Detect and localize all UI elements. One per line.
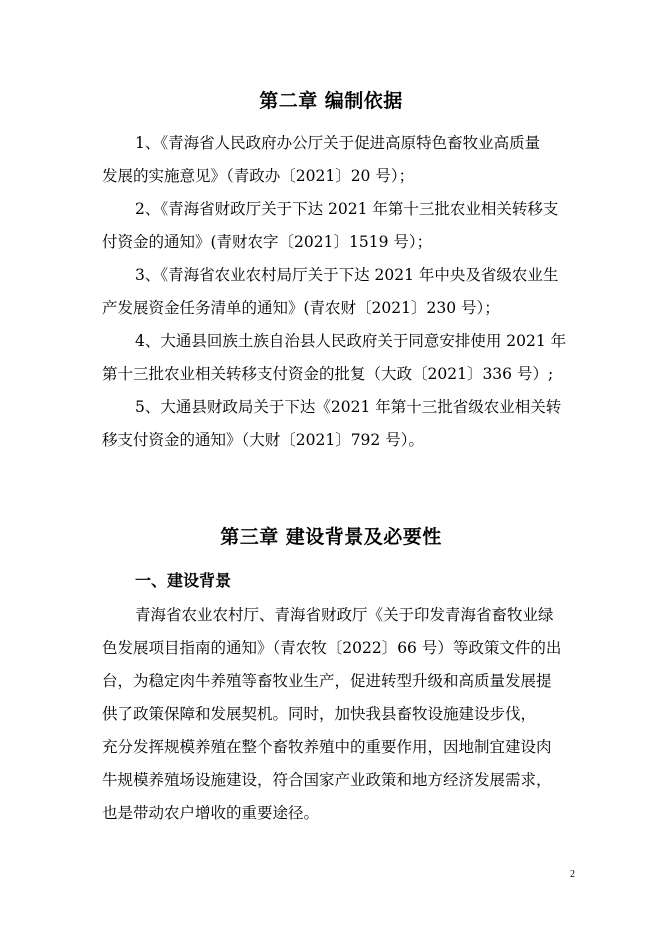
- basis-item-1-line-2: 发展的实施意见》（青政办〔2021〕20 号）；: [102, 167, 415, 185]
- basis-item-4-line-1: 4、大通县回族土族自治县人民政府关于同意安排使用 2021 年: [135, 332, 567, 350]
- background-paragraph-line-1: 青海省农业农村厅、青海省财政厅《关于印发青海省畜牧业绿: [135, 606, 554, 624]
- chapter-2-title: 第二章 编制依据: [259, 90, 403, 112]
- background-paragraph-line-6: 牛规模养殖场设施建设，符合国家产业政策和地方经济发展需求，: [102, 771, 552, 789]
- basis-item-2-line-2: 付资金的通知》(青财农字〔2021〕1519 号）；: [102, 233, 433, 251]
- background-paragraph-line-2: 色发展项目指南的通知》（青农牧〔2022〕66 号）等政策文件的出: [102, 639, 562, 657]
- background-paragraph-line-3: 台，为稳定肉牛养殖等畜牧业生产，促进转型升级和高质量发展提: [102, 672, 552, 690]
- basis-item-5-line-2: 移支付资金的通知》（大财〔2021〕792 号）。: [102, 431, 424, 449]
- basis-item-4-line-2: 第十三批农业相关转移支付资金的批复（大政〔2021〕336 号）;: [102, 365, 554, 383]
- basis-item-3-line-1: 3、《青海省农业农村局厅关于下达 2021 年中央及省级农业生: [135, 266, 559, 284]
- chapter-3-title: 第三章 建设背景及必要性: [220, 526, 442, 548]
- basis-item-1-line-1: 1、《青海省人民政府办公厅关于促进高原特色畜牧业高质量: [135, 134, 541, 152]
- section-1-title: 一、建设背景: [135, 571, 232, 590]
- background-paragraph-line-5: 充分发挥规模养殖在整个畜牧养殖中的重要作用，因地制宜建设肉: [102, 738, 552, 756]
- basis-item-2-line-1: 2、《青海省财政厅关于下达 2021 年第十三批农业相关转移支: [135, 200, 559, 218]
- background-paragraph-line-4: 供了政策保障和发展契机。同时，加快我县畜牧设施建设步伐，: [102, 705, 537, 723]
- basis-item-5-line-1: 5、大通县财政局关于下达《2021 年第十三批省级农业相关转: [135, 398, 562, 416]
- page-number: 2: [570, 869, 575, 880]
- basis-item-3-line-2: 产发展资金任务清单的通知》(青农财〔2021〕230 号）；: [102, 299, 500, 317]
- background-paragraph-line-7: 也是带动农户增收的重要途径。: [102, 804, 320, 822]
